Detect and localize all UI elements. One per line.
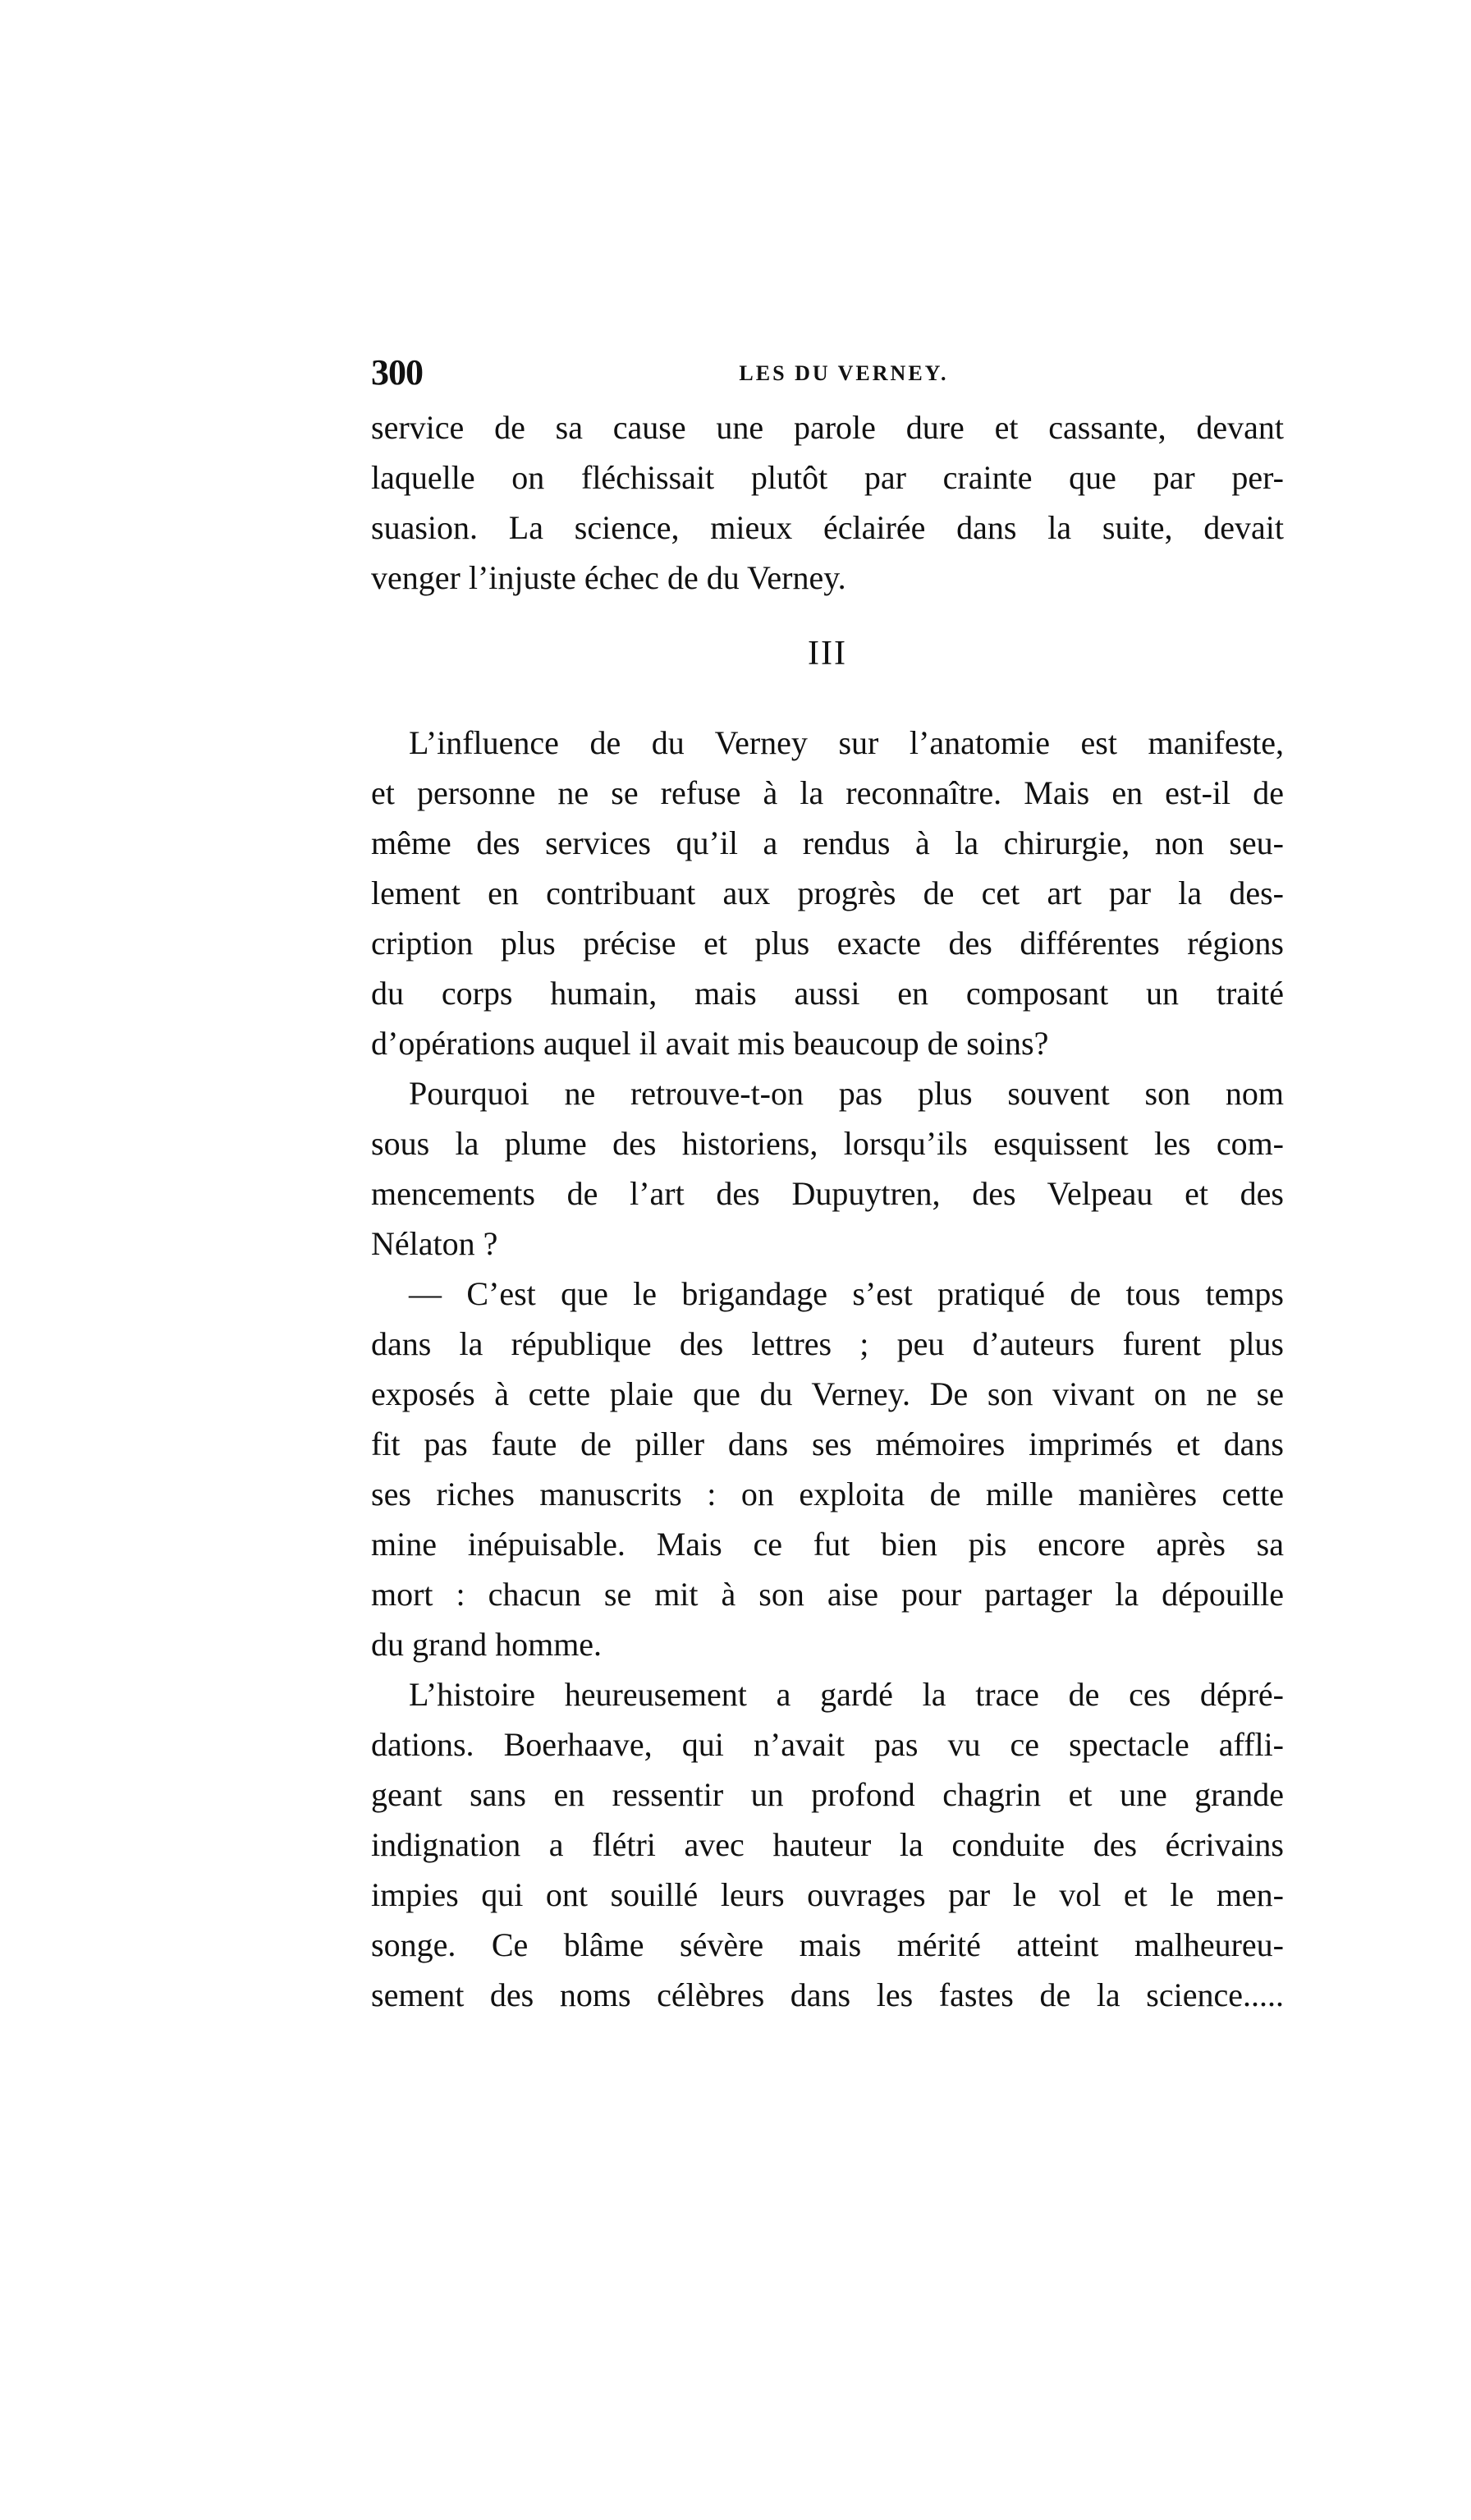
- text-line: — C’est que le brigandage s’est pratiqué de tous temps: [409, 1275, 1284, 1312]
- text-line: mort : chacun se mit à son aise pour partager la dépouille: [371, 1576, 1284, 1613]
- section-heading: III: [808, 635, 847, 672]
- body-text: [371, 402, 1284, 2020]
- text-line: dans la république des lettres ; peu d’auteurs furent plus: [371, 1325, 1284, 1362]
- text-line: du corps humain, mais aussi en composant un traité: [371, 975, 1284, 1012]
- page-number: 300: [371, 352, 423, 392]
- text-line: exposés à cette plaie que du Verney. De son vivant on ne se: [371, 1375, 1284, 1412]
- text-line: mine inépuisable. Mais ce fut bien pis encore après sa: [371, 1526, 1284, 1563]
- text-line: dations. Boerhaave, qui n’avait pas vu ce spectacle affli-: [371, 1726, 1284, 1763]
- running-title: LES DU VERNEY.: [739, 361, 949, 385]
- text-line: cription plus précise et plus exacte des différentes régions: [371, 925, 1284, 962]
- text-line: songe. Ce blâme sévère mais mérité atteint malheureu-: [371, 1926, 1284, 1963]
- text-line: sous la plume des historiens, lorsqu’ils esquissent les com-: [371, 1125, 1284, 1162]
- opening-paragraph: [371, 402, 1284, 603]
- text-line: impies qui ont souillé leurs ouvrages par le vol et le men-: [371, 1876, 1284, 1913]
- text-line: venger l’injuste échec de du Verney.: [371, 559, 846, 596]
- paragraph: [371, 718, 1284, 1068]
- text-line: même des services qu’il a rendus à la chirurgie, non seu-: [371, 824, 1284, 861]
- running-head: [371, 351, 1284, 397]
- text-line: Pourquoi ne retrouve-t-on pas plus souvent son nom: [409, 1075, 1284, 1112]
- text-line: service de sa cause une parole dure et cassante, devant: [371, 409, 1284, 446]
- text-line: d’opérations auquel il avait mis beaucoup de soins?: [371, 1025, 1049, 1062]
- text-line: indignation a flétri avec hauteur la conduite des écrivains: [371, 1826, 1284, 1863]
- text-line: laquelle on fléchissait plutôt par crainte que par per-: [371, 459, 1284, 496]
- text-line: lement en contribuant aux progrès de cet art par la des-: [371, 874, 1284, 911]
- text-line: geant sans en ressentir un profond chagrin et une grande: [371, 1776, 1284, 1813]
- text-line: sement des noms célèbres dans les fastes de la science.....: [371, 1976, 1284, 2013]
- text-line: fit pas faute de piller dans ses mémoires imprimés et dans: [371, 1425, 1284, 1462]
- text-line: L’histoire heureusement a gardé la trace de ces dépré-: [409, 1676, 1284, 1713]
- text-line: suasion. La science, mieux éclairée dans la suite, devait: [371, 509, 1284, 546]
- text-line: L’influence de du Verney sur l’anatomie est manifeste,: [409, 724, 1284, 761]
- text-line: ses riches manuscrits : on exploita de mille manières cette: [371, 1476, 1284, 1512]
- text-line: Nélaton ?: [371, 1225, 498, 1262]
- paragraph: [371, 1669, 1284, 2020]
- paragraph: [371, 1269, 1284, 1669]
- text-line: du grand homme.: [371, 1626, 603, 1663]
- text-line: mencements de l’art des Dupuytren, des Velpeau et des: [371, 1175, 1284, 1212]
- paragraph: [371, 1068, 1284, 1269]
- text-line: et personne ne se refuse à la reconnaître. Mais en est-il de: [371, 774, 1284, 811]
